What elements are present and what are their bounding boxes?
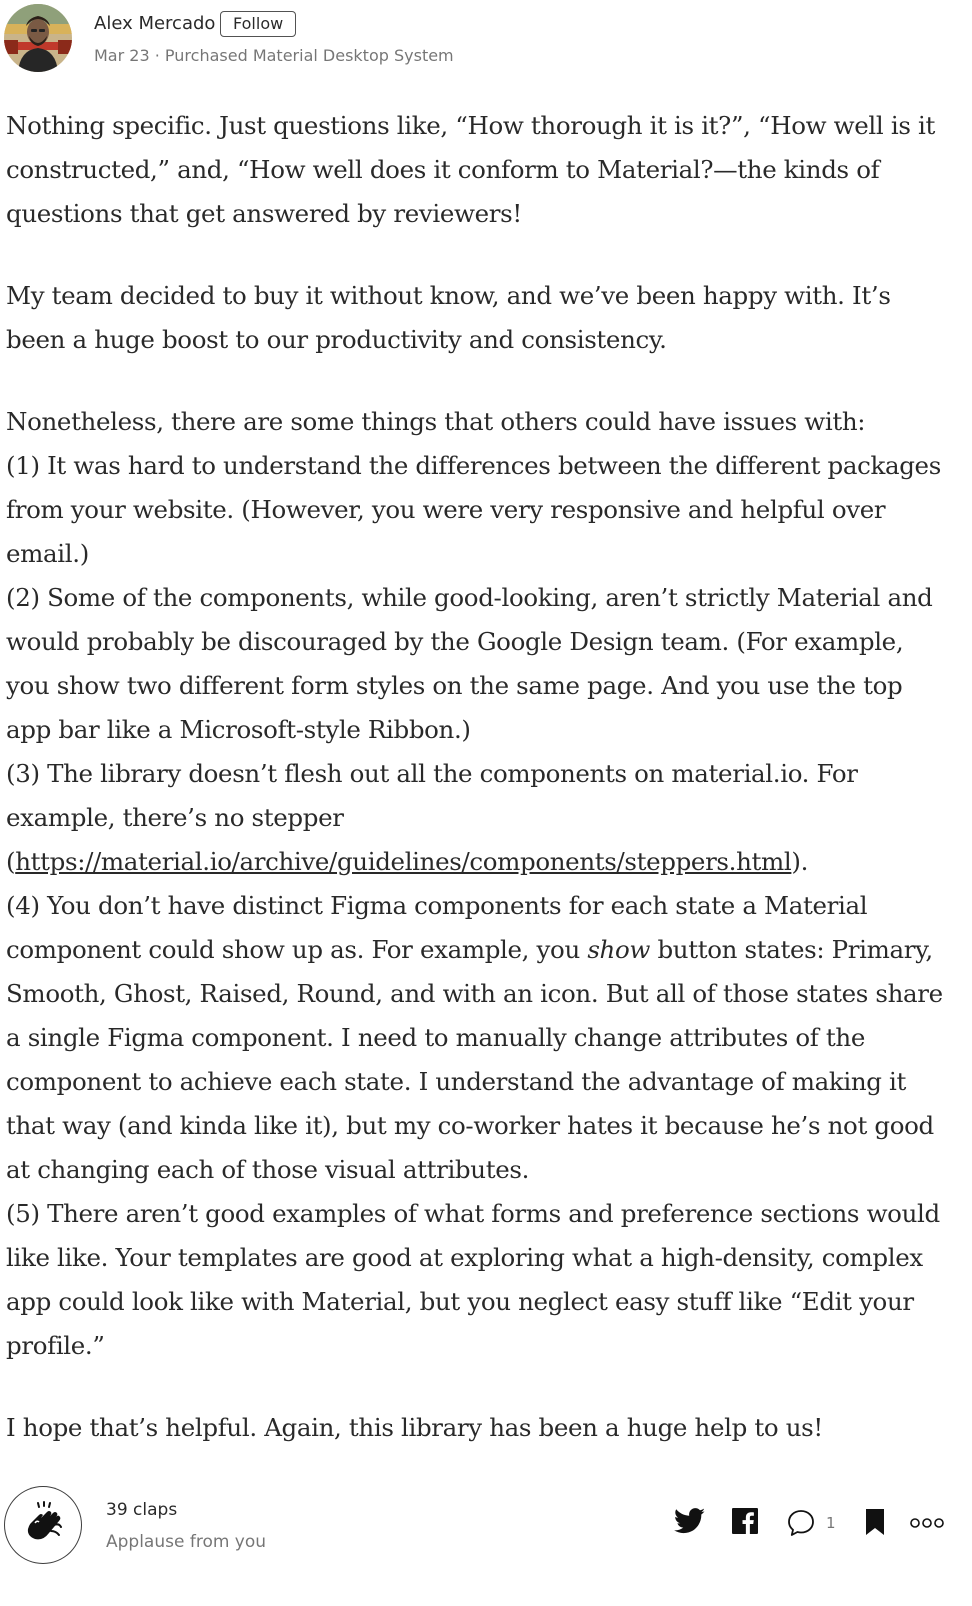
clap-button[interactable] xyxy=(4,1486,82,1564)
item-text: button states: Primary, Smooth, Ghost, Raised, Round, and with an icon. But all of those states share a single Figma component. I need to manually change attributes of the component to achieve each state. I understand the advantage of making it that way (and kinda like it), but my co-worker hates it because he’s not good at changing each of those visual attributes. xyxy=(6,935,943,1184)
review-footer xyxy=(4,1482,966,1572)
review-header xyxy=(4,4,964,74)
facebook-icon xyxy=(732,1508,758,1534)
twitter-icon xyxy=(674,1508,706,1534)
clap-icon xyxy=(21,1501,65,1549)
review-list-item: (1) It was hard to understand the differences between the different packages from your website. (However, you were very responsive and helpful over email.) xyxy=(6,451,941,568)
avatar[interactable] xyxy=(4,4,72,72)
review-body xyxy=(6,104,950,1450)
clap-count[interactable]: 39 claps xyxy=(106,1500,178,1520)
review-paragraph: I hope that’s helpful. Again, this library has been a huge help to us! xyxy=(6,1413,823,1442)
item-text: (3) The library doesn’t flesh out all the components on material.io. For example, there’s no stepper ( xyxy=(6,759,858,876)
stepper-link[interactable]: https://material.io/archive/guidelines/components/steppers.html xyxy=(15,847,792,876)
review-list-item xyxy=(6,752,950,884)
response-count: 1 xyxy=(826,1514,836,1532)
author-name[interactable]: Alex Mercado xyxy=(94,13,216,34)
review-paragraph: Nothing specific. Just questions like, “How thorough it is it?”, “How well is it constructed,” and, “How well does it conform to Material?—the kinds of questions that get answered by reviewers! xyxy=(6,111,935,228)
more-options-button[interactable] xyxy=(910,1517,944,1529)
response-icon xyxy=(786,1508,816,1538)
item-text: ). xyxy=(791,847,809,876)
more-icon xyxy=(910,1517,944,1529)
item-emphasis: show xyxy=(587,935,651,964)
purchased-product: Purchased Material Desktop System xyxy=(164,46,454,65)
follow-button[interactable]: Follow xyxy=(220,11,296,37)
item-text: (4) You don’t have distinct Figma components for each state a Material component could show up as. For example, you xyxy=(6,891,868,964)
review-list-item: (5) There aren’t good examples of what forms and preference sections would like like. Your templates are good at exploring what a high-density, complex app could look like with Material, but you neglect easy stuff like “Edit your profile.” xyxy=(6,1199,940,1360)
review-paragraph: My team decided to buy it without know, and we’ve been happy with. It’s been a huge boost to our productivity and consistency. xyxy=(6,281,891,354)
review-list-item: (2) Some of the components, while good-looking, aren’t strictly Material and would probably be discouraged by the Google Design team. (For example, you show two different form styles on the same page. And you use the top app bar like a Microsoft-style Ribbon.) xyxy=(6,583,933,744)
review-date[interactable]: Mar 23 xyxy=(94,46,150,65)
bookmark-icon xyxy=(864,1508,886,1536)
review-paragraph: Nonetheless, there are some things that others could have issues with: xyxy=(6,407,866,436)
meta-separator: · xyxy=(154,46,160,65)
share-twitter[interactable] xyxy=(674,1508,706,1534)
responses-button[interactable] xyxy=(786,1508,836,1538)
avatar-image xyxy=(4,4,72,72)
review-meta xyxy=(94,46,454,65)
review-list-item xyxy=(6,884,950,1192)
bookmark-button[interactable] xyxy=(864,1508,886,1536)
applause-from-you: Applause from you xyxy=(106,1532,267,1552)
share-facebook[interactable] xyxy=(732,1508,758,1534)
